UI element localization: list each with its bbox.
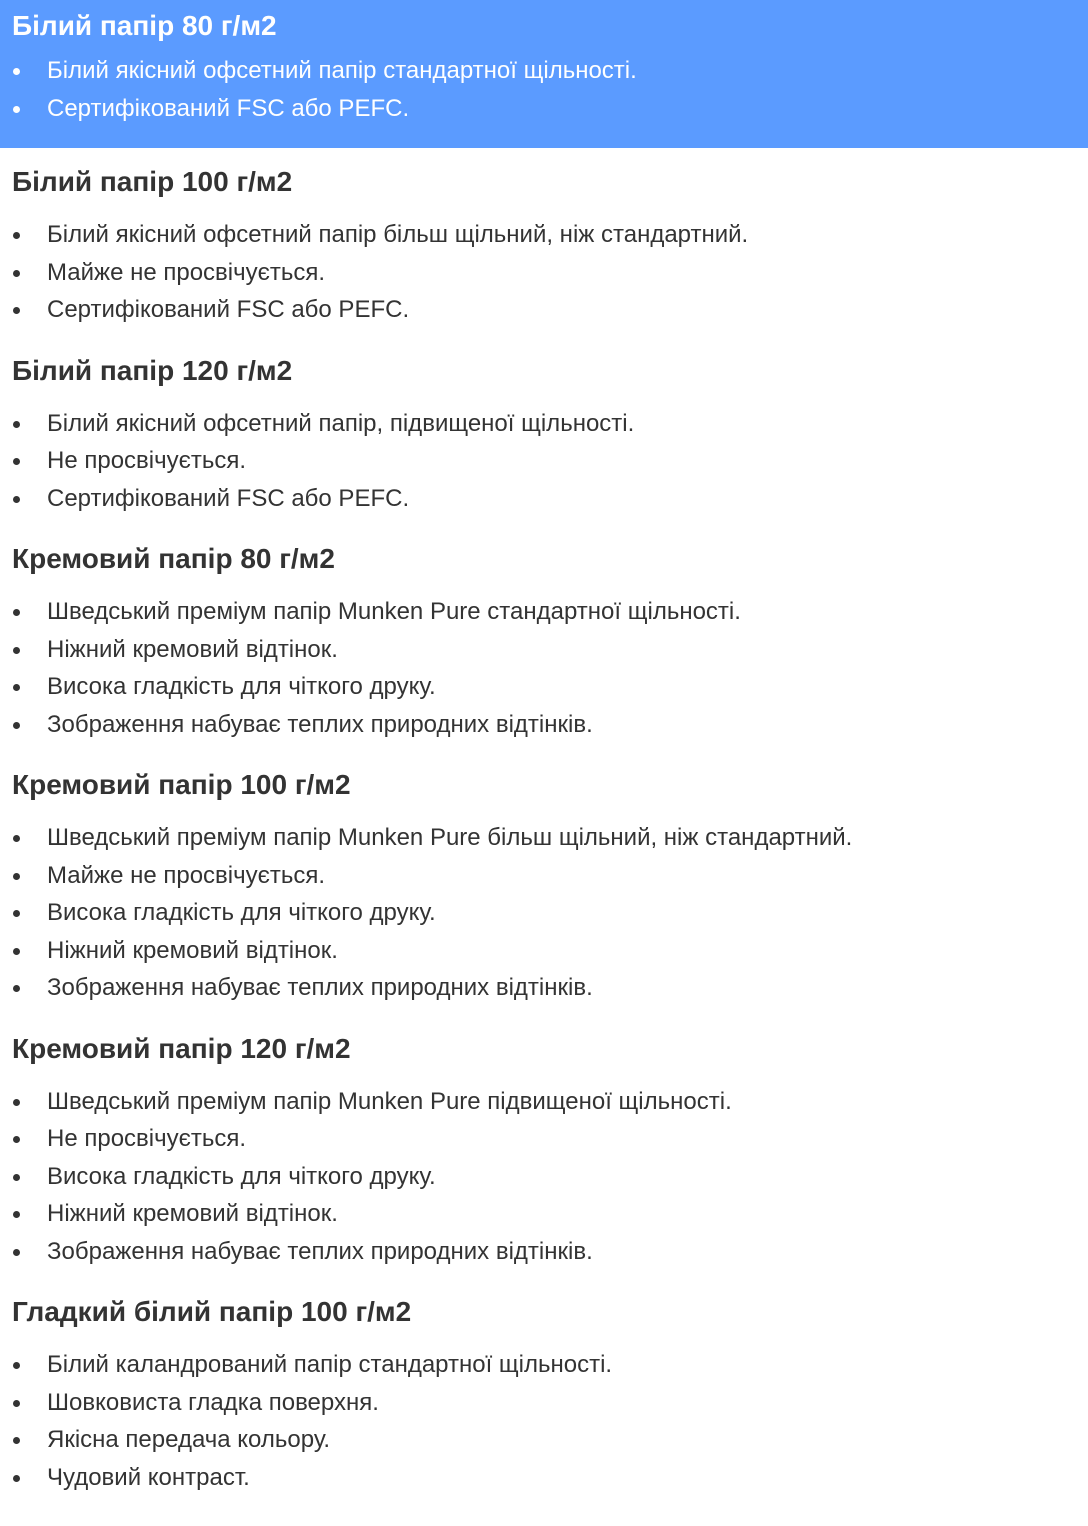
option-bullet: Сертифікований FSC або PEFC. xyxy=(12,480,1076,518)
option-title: Кремовий папір 120 г/м2 xyxy=(12,1032,351,1064)
option-bullet-list xyxy=(12,405,1076,518)
option-bullet-list xyxy=(12,216,1076,329)
option-bullet: Майже не просвічується. xyxy=(12,857,1076,895)
paper-option-smooth-white-100[interactable] xyxy=(0,1296,1088,1504)
option-bullet: Шведський преміум папір Munken Pure стандартної щільності. xyxy=(12,593,1076,631)
option-bullet: Ніжний кремовий відтінок. xyxy=(12,1195,1076,1233)
option-bullet-list xyxy=(12,52,1076,127)
paper-option-cream-100[interactable] xyxy=(0,769,1088,1015)
option-bullet-list xyxy=(12,593,1076,743)
option-title: Білий папір 80 г/м2 xyxy=(12,10,277,41)
option-bullet: Не просвічується. xyxy=(12,442,1076,480)
option-bullet: Білий якісний офсетний папір, підвищеної щільності. xyxy=(12,405,1076,443)
paper-option-white-80[interactable] xyxy=(0,0,1088,148)
option-title: Кремовий папір 80 г/м2 xyxy=(12,543,335,574)
option-bullet: Висока гладкість для чіткого друку. xyxy=(12,668,1076,706)
option-bullet: Шведський преміум папір Munken Pure підвищеної щільності. xyxy=(12,1083,1076,1121)
option-title: Кремовий папір 100 г/м2 xyxy=(12,769,351,800)
option-bullet: Не просвічується. xyxy=(12,1120,1076,1158)
option-bullet: Ніжний кремовий відтінок. xyxy=(12,631,1076,669)
option-bullet: Зображення набуває теплих природних відтінків. xyxy=(12,706,1076,744)
option-bullet-list xyxy=(12,1346,1076,1496)
option-bullet: Сертифікований FSC або PEFC. xyxy=(12,291,1076,329)
paper-option-white-120[interactable] xyxy=(0,355,1088,526)
paper-option-white-100[interactable] xyxy=(0,166,1088,337)
option-bullet: Висока гладкість для чіткого друку. xyxy=(12,1158,1076,1196)
option-bullet: Шовковиста гладка поверхня. xyxy=(12,1384,1076,1422)
option-bullet: Майже не просвічується. xyxy=(12,254,1076,292)
option-bullet: Ніжний кремовий відтінок. xyxy=(12,932,1076,970)
option-bullet: Якісна передача кольору. xyxy=(12,1421,1076,1459)
paper-option-cream-80[interactable] xyxy=(0,543,1088,751)
option-title: Білий папір 120 г/м2 xyxy=(12,354,293,386)
option-bullet-list xyxy=(12,819,1076,1007)
option-title: Білий папір 100 г/м2 xyxy=(12,166,293,197)
option-bullet-list xyxy=(12,1083,1076,1271)
option-bullet: Сертифікований FSC або PEFC. xyxy=(12,90,1076,128)
option-title: Гладкий білий папір 100 г/м2 xyxy=(12,1296,412,1327)
option-bullet: Білий каландрований папір стандартної щільності. xyxy=(12,1346,1076,1384)
option-bullet: Висока гладкість для чіткого друку. xyxy=(12,894,1076,932)
option-bullet: Шведський преміум папір Munken Pure більш щільний, ніж стандартний. xyxy=(12,819,1076,857)
option-bullet: Зображення набуває теплих природних відтінків. xyxy=(12,1233,1076,1271)
option-bullet: Чудовий контраст. xyxy=(12,1459,1076,1497)
paper-option-cream-120[interactable] xyxy=(0,1033,1088,1279)
option-bullet: Білий якісний офсетний папір стандартної щільності. xyxy=(12,52,1076,90)
option-bullet: Зображення набуває теплих природних відтінків. xyxy=(12,969,1076,1007)
option-bullet: Білий якісний офсетний папір більш щільний, ніж стандартний. xyxy=(12,216,1076,254)
